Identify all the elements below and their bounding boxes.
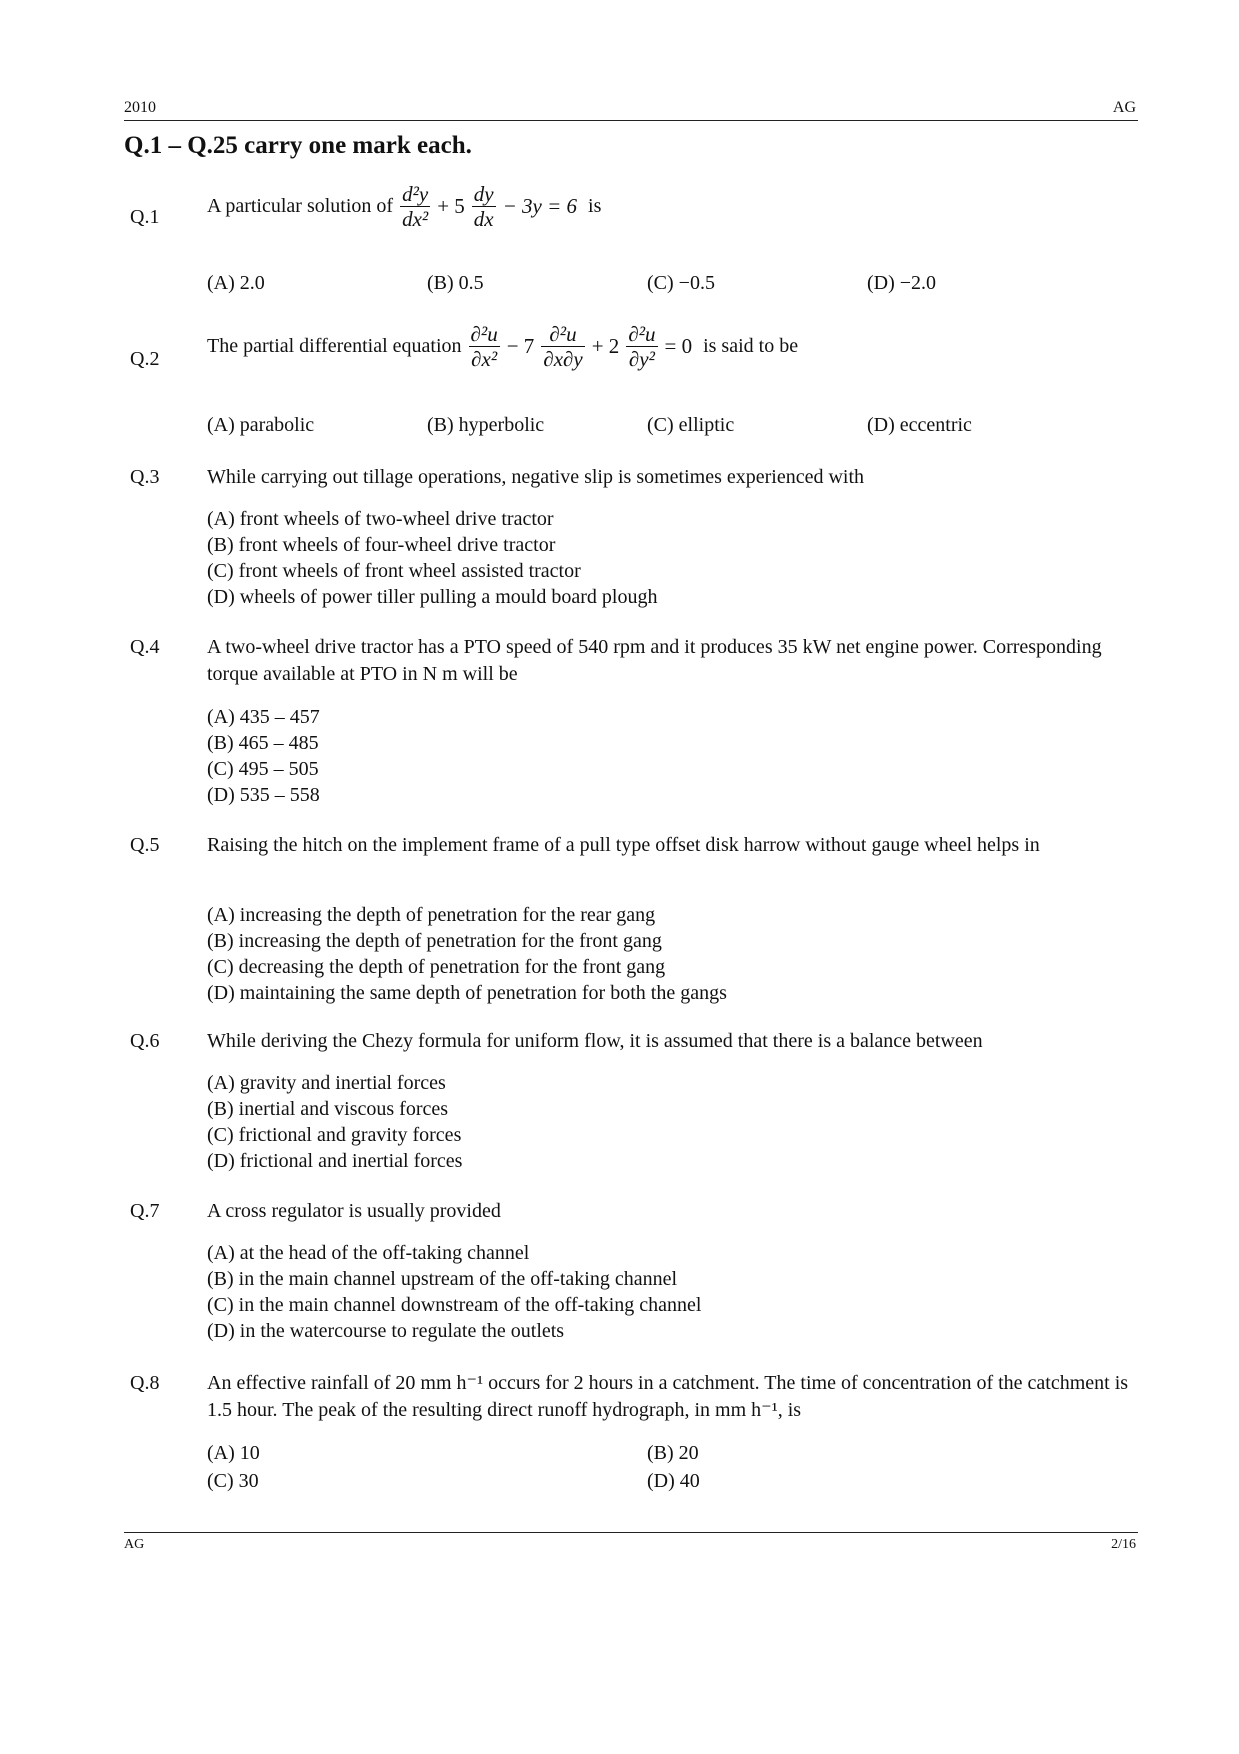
option: (A) front wheels of two-wheel drive tractor xyxy=(207,508,554,530)
option: (B) inertial and viscous forces xyxy=(207,1098,449,1120)
options-list xyxy=(207,704,1107,808)
options-list xyxy=(207,902,1107,1006)
fraction: $\frac{dy}{dx}$ xyxy=(473,182,494,231)
option-row xyxy=(207,1468,1107,1496)
question-number: Q.4 xyxy=(130,636,160,658)
option: (D) eccentric xyxy=(867,414,972,436)
option: (B) hyperbolic xyxy=(427,414,545,436)
option: (A) 10 xyxy=(207,1442,260,1464)
fraction: $\frac{\text{∂²u}}{\partial x\partial y}$ xyxy=(543,322,583,371)
question-text: A particular solution of $\frac{\text{d²y}}{\text{dx²}}$ + 5 $\frac{dy}{dx}$ − 3y = 6 is xyxy=(207,182,602,231)
question-number: Q.5 xyxy=(130,834,160,856)
options-list xyxy=(207,1070,1107,1174)
option: (C) decreasing the depth of penetration for the front gang xyxy=(207,956,666,978)
option: (B) in the main channel upstream of the off-taking channel xyxy=(207,1268,678,1290)
option: (A) gravity and inertial forces xyxy=(207,1072,446,1094)
option: (D) in the watercourse to regulate the outlets xyxy=(207,1320,565,1342)
question-number: Q.7 xyxy=(130,1200,160,1222)
option: (C) −0.5 xyxy=(647,272,715,294)
option: (C) in the main channel downstream of the off-taking channel xyxy=(207,1294,702,1316)
section-title: Q.1 – Q.25 carry one mark each. xyxy=(124,132,472,159)
page-header xyxy=(124,98,1138,121)
fraction: $\frac{\text{∂²u}}{\text{∂y²}}$ xyxy=(628,322,656,371)
question-number: Q.1 xyxy=(130,206,160,228)
question-text: An effective rainfall of 20 mm h⁻¹ occurs for 2 hours in a catchment. The time of concentration of the catchment is 1.5 hour. The peak of the resulting direct runoff hydrograph, in mm h⁻¹, is xyxy=(207,1372,1129,1421)
option-row xyxy=(207,1440,1107,1468)
question-text: A two-wheel drive tractor has a PTO speed of 540 rpm and it produces 35 kW net engine power. Corresponding torque available at PTO in N m will be xyxy=(207,636,1102,685)
option: (B) front wheels of four-wheel drive tractor xyxy=(207,534,556,556)
question-number: Q.3 xyxy=(130,466,160,488)
option: (C) elliptic xyxy=(647,414,735,436)
option: (D) 535 – 558 xyxy=(207,784,320,806)
fraction: $\frac{\text{∂²u}}{\text{∂x²}}$ xyxy=(470,322,498,371)
option-row xyxy=(207,270,1107,298)
option: (D) 40 xyxy=(647,1470,700,1492)
option: (D) wheels of power tiller pulling a mould board plough xyxy=(207,586,658,608)
option: (C) frictional and gravity forces xyxy=(207,1124,462,1146)
question-number: Q.8 xyxy=(130,1372,160,1394)
question-text: A cross regulator is usually provided xyxy=(207,1200,501,1222)
option: (D) frictional and inertial forces xyxy=(207,1150,463,1172)
option: (A) at the head of the off-taking channel xyxy=(207,1242,530,1264)
option: (B) 20 xyxy=(647,1442,699,1464)
options-list xyxy=(207,1240,1107,1344)
option: (A) 435 – 457 xyxy=(207,706,320,728)
option: (D) maintaining the same depth of penetration for both the gangs xyxy=(207,982,727,1004)
footer-code: AG xyxy=(124,1537,145,1552)
question-text: The partial differential equation $\frac{\text{∂²u}}{\text{∂x²}}$ − 7 $\frac{\text{∂²u}}{\partial x\partial y}$ + 2 $\frac{\text{∂²u}}{\text{∂y²}}$ = 0 is said to be xyxy=(207,322,799,371)
page-number: 2/16 xyxy=(1111,1537,1136,1552)
question-text: Raising the hitch on the implement frame of a pull type offset disk harrow without gauge wheel helps in xyxy=(207,834,1040,856)
option: (C) front wheels of front wheel assisted tractor xyxy=(207,560,581,582)
option: (B) increasing the depth of penetration for the front gang xyxy=(207,930,662,952)
option: (B) 465 – 485 xyxy=(207,732,319,754)
header-code: AG xyxy=(1112,99,1136,116)
option: (D) −2.0 xyxy=(867,272,937,294)
option: (C) 495 – 505 xyxy=(207,758,319,780)
options-list xyxy=(207,506,1107,610)
option: (B) 0.5 xyxy=(427,272,484,294)
question-number: Q.2 xyxy=(130,348,160,370)
option: (A) 2.0 xyxy=(207,272,265,294)
fraction: $\frac{\text{d²y}}{\text{dx²}}$ xyxy=(402,182,429,231)
question-text: While carrying out tillage operations, negative slip is sometimes experienced with xyxy=(207,466,865,488)
option-row xyxy=(207,412,1107,440)
option: (C) 30 xyxy=(207,1470,259,1492)
option: (A) increasing the depth of penetration for the rear gang xyxy=(207,904,656,926)
header-year: 2010 xyxy=(124,99,156,116)
option: (A) parabolic xyxy=(207,414,315,436)
question-text: While deriving the Chezy formula for uniform flow, it is assumed that there is a balance between xyxy=(207,1030,983,1052)
page-footer xyxy=(124,1532,1138,1552)
question-number: Q.6 xyxy=(130,1030,160,1052)
